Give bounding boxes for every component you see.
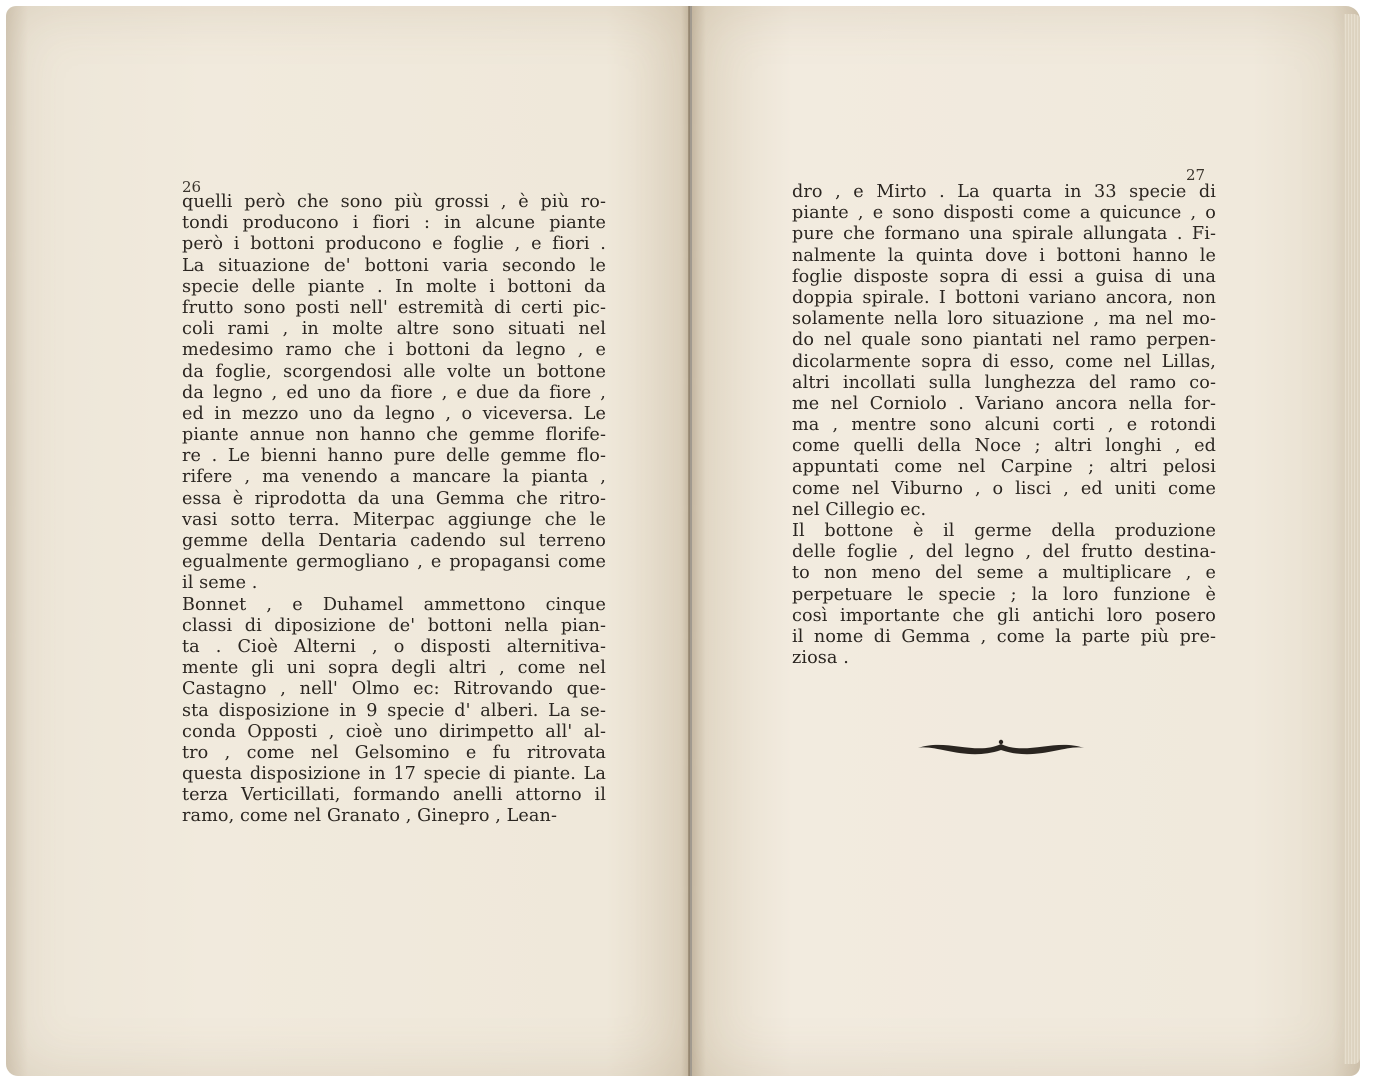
left-text-line: sta disposizione in 9 specie d' alberi. La se- <box>182 700 606 721</box>
left-text-line: egualmente germogliano , e propagansi come <box>182 552 606 573</box>
left-text-line: da foglie, scorgendosi alle volte un bottone <box>182 361 606 382</box>
left-text-line: ta . Cioè Alterni , o disposti alternitiva- <box>182 636 606 657</box>
right-text-line: perpetuare le specie ; la loro funzione è <box>792 584 1216 605</box>
right-text-line: solamente nella loro situazione , ma nel mo- <box>792 309 1216 330</box>
left-text-line: questa disposizione in 17 specie di piante. La <box>182 764 606 785</box>
left-text-line: tondi producono i fiori : in alcune piante <box>182 213 606 234</box>
right-text-line: delle foglie , del legno , del frutto destina- <box>792 542 1216 563</box>
left-text-line: Castagno , nell' Olmo ec: Ritrovando que- <box>182 679 606 700</box>
tailpiece-ornament-icon <box>916 734 1086 760</box>
page-edges <box>1344 14 1360 1064</box>
left-text-line: frutto sono posti nell' estremità di certi pic- <box>182 297 606 318</box>
left-text-line: re . Le bienni hanno pure delle gemme flo- <box>182 446 606 467</box>
right-text-line: così importante che gli antichi loro posero <box>792 605 1216 626</box>
right-text-line: appuntati come nel Carpine ; altri pelosi <box>792 457 1216 478</box>
right-text-line: nalmente la quinta dove i bottoni hanno le <box>792 245 1216 266</box>
left-text-line: ramo, come nel Granato , Ginepro , Lean- <box>182 806 557 827</box>
left-text-line: coli rami , in molte altre sono situati nel <box>182 319 606 340</box>
right-page-text <box>792 182 1216 669</box>
left-text-line: rifere , ma venendo a mancare la pianta , <box>182 467 606 488</box>
right-text-line: nel Cillegio ec. <box>792 499 927 520</box>
left-text-line: Bonnet , e Duhamel ammettono cinque <box>182 594 606 615</box>
right-page-number: 27 <box>1186 166 1206 184</box>
right-text-line: ma , mentre sono alcuni corti , e rotondi <box>792 415 1216 436</box>
left-text-line: classi di diposizione de' bottoni nella pian- <box>182 615 606 636</box>
left-text-line: La situazione de' bottoni varia secondo le <box>182 255 606 276</box>
left-text-line: medesimo ramo che i bottoni da legno , e <box>182 340 606 361</box>
left-page-text <box>182 192 606 828</box>
open-book <box>6 6 1366 1076</box>
left-text-line: il seme . <box>182 573 258 594</box>
right-text-line: me nel Corniolo . Variano ancora nella for- <box>792 393 1216 414</box>
right-text-line: to non meno del seme a multiplicare , e <box>792 563 1216 584</box>
right-text-line: do nel quale sono piantati nel ramo perpen- <box>792 330 1216 351</box>
left-text-line: da legno , ed uno da fiore , e due da fiore , <box>182 382 606 403</box>
left-text-line: quelli però che sono più grossi , è più ro- <box>182 192 606 212</box>
left-text-line: mente gli uni sopra degli altri , come nel <box>182 658 606 679</box>
right-text-line: dicolarmente sopra di esso, come nel Lillas, <box>792 351 1216 372</box>
right-text-line: altri incollati sulla lunghezza del ramo co- <box>792 372 1216 393</box>
right-text-line: il nome di Gemma , come la parte più pre- <box>792 626 1216 647</box>
left-text-line: essa è riprodotta da una Gemma che ritro- <box>182 488 606 509</box>
left-text-line: specie delle piante . In molte i bottoni da <box>182 276 606 297</box>
left-text-line: piante annue non hanno che gemme florife- <box>182 425 606 446</box>
left-page-number: 26 <box>182 178 202 196</box>
right-text-line: come nel Viburno , o lisci , ed uniti come <box>792 478 1216 499</box>
right-text-line: ziosa . <box>792 648 849 669</box>
right-text-line: dro , e Mirto . La quarta in 33 specie di <box>792 182 1216 202</box>
right-text-line: come quelli della Noce ; altri longhi , ed <box>792 436 1216 457</box>
right-text-line: piante , e sono disposti come a quicunce , o <box>792 203 1216 224</box>
right-text-line: foglie disposte sopra di essi a guisa di una <box>792 266 1216 287</box>
left-text-line: tro , come nel Gelsomino e fu ritrovata <box>182 742 606 763</box>
left-text-line: vasi sotto terra. Miterpac aggiunge che le <box>182 509 606 530</box>
left-page <box>6 6 690 1076</box>
left-text-line: terza Verticillati, formando anelli attorno il <box>182 785 606 806</box>
left-text-line: ed in mezzo uno da legno , o viceversa. Le <box>182 403 606 424</box>
right-text-line: pure che formano una spirale allungata . Fi- <box>792 224 1216 245</box>
right-text-line: Il bottone è il germe della produzione <box>792 521 1216 541</box>
left-text-line: conda Opposti , cioè uno dirimpetto all' al- <box>182 721 606 742</box>
right-text-line: doppia spirale. I bottoni variano ancora, non <box>792 287 1216 308</box>
left-text-line: gemme della Dentaria cadendo sul terreno <box>182 531 606 551</box>
left-text-line: però i bottoni producono e foglie , e fiori . <box>182 234 606 255</box>
